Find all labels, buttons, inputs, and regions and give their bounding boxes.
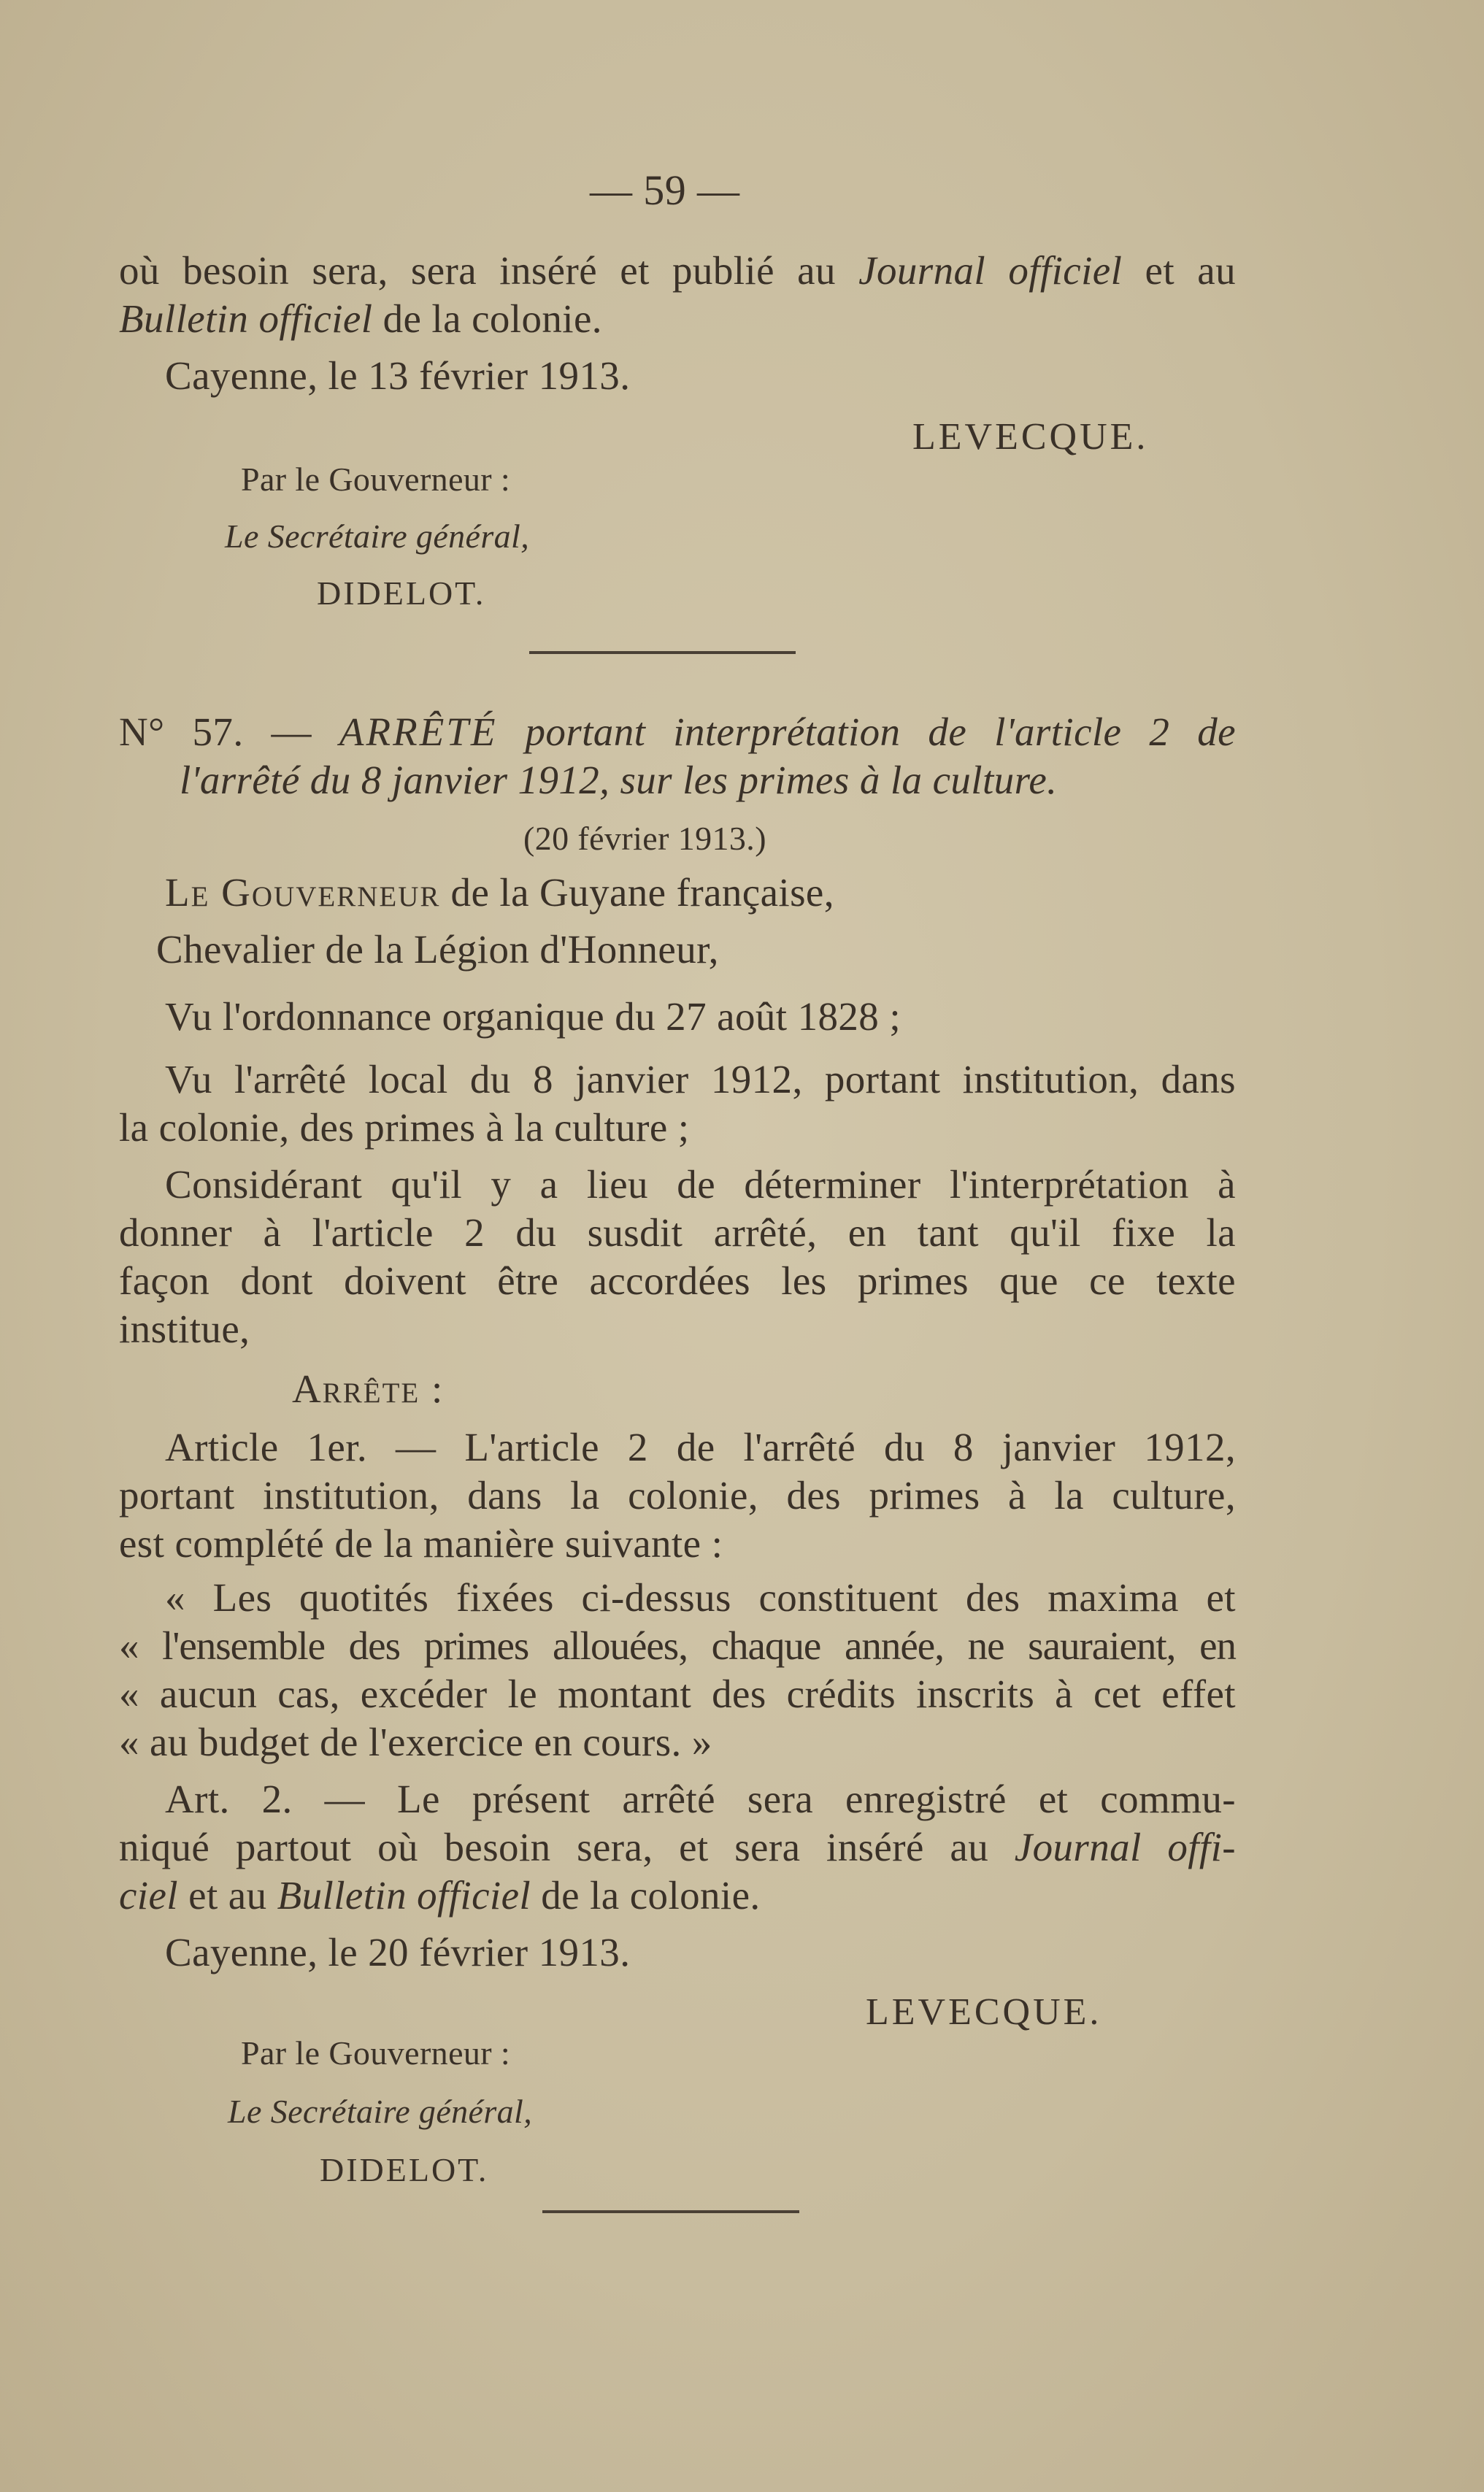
decree2-quote-line1: « Les quotités fixées ci-dessus constituent des maxima et xyxy=(165,1575,1236,1620)
decree2-considerant-line4: institue, xyxy=(119,1307,250,1351)
decree2-vu2-line2: la colonie, des primes à la culture ; xyxy=(119,1105,690,1150)
decree1-governor-signature: LEVECQUE. xyxy=(912,416,1149,458)
section-divider-2 xyxy=(542,2210,799,2213)
decree2-vu1: Vu l'ordonnance organique du 27 août 1828 ; xyxy=(165,994,901,1039)
decree1-par-gouverneur: Par le Gouverneur : xyxy=(241,461,511,498)
decree2-art2-line1: Art. 2. — Le présent arrêté sera enregistré et commu- xyxy=(165,1777,1236,1821)
decree2-chevalier: Chevalier de la Légion d'Honneur, xyxy=(156,927,719,972)
decree2-date: (20 février 1913.) xyxy=(523,820,766,857)
decree2-art2-line2: niqué partout où besoin sera, et sera inséré au Journal offi- xyxy=(119,1825,1236,1869)
decree2-art2-line3: ciel et au Bulletin officiel de la colonie. xyxy=(119,1873,761,1918)
decree2-considerant-line1: Considérant qu'il y a lieu de déterminer l'interprétation à xyxy=(165,1162,1236,1207)
decree2-secretary-title: Le Secrétaire général, xyxy=(228,2093,533,2130)
decree2-considerant-line3: façon dont doivent être accordées les primes que ce texte xyxy=(119,1258,1236,1303)
decree2-considerant-line2: donner à l'article 2 du susdit arrêté, en tant qu'il fixe la xyxy=(119,1210,1236,1255)
decree2-title-line1: N° 57. — ARRÊTÉ portant interprétation de l'article 2 de xyxy=(119,709,1236,754)
decree1-secretary-name: DIDELOT. xyxy=(317,574,486,612)
decree2-governor-signature: LEVECQUE. xyxy=(866,1991,1102,2033)
decree2-art1-line2: portant institution, dans la colonie, des primes à la culture, xyxy=(119,1473,1236,1518)
decree1-line2: Bulletin officiel de la colonie. xyxy=(119,296,602,341)
decree2-quote-line4: « au budget de l'exercice en cours. » xyxy=(119,1720,712,1764)
section-divider-1 xyxy=(529,651,796,654)
decree2-quote-line3: « aucun cas, excéder le montant des crédits inscrits à cet effet xyxy=(119,1672,1236,1716)
decree1-secretary-title: Le Secrétaire général, xyxy=(225,518,530,555)
decree2-title-line2: l'arrêté du 8 janvier 1912, sur les primes à la culture. xyxy=(180,758,1058,802)
decree2-art1-line1: Article 1er. — L'article 2 de l'arrêté du 8 janvier 1912, xyxy=(165,1425,1236,1469)
decree2-vu2-line1: Vu l'arrêté local du 8 janvier 1912, portant institution, dans xyxy=(165,1057,1236,1101)
decree2-quote-line2: « l'ensemble des primes allouées, chaque année, ne sauraient, en xyxy=(119,1623,1236,1668)
decree2-arrete-heading: Arrête : xyxy=(292,1366,445,1411)
decree2-closing-date: Cayenne, le 20 février 1913. xyxy=(165,1930,631,1974)
decree2-art1-line3: est complété de la manière suivante : xyxy=(119,1521,723,1566)
decree2-par-gouverneur: Par le Gouverneur : xyxy=(241,2034,511,2072)
decree1-line1: où besoin sera, sera inséré et publié au Journal officiel et au xyxy=(119,248,1236,293)
decree2-governor-intro: Le Gouverneur de la Guyane française, xyxy=(165,870,834,915)
decree1-date: Cayenne, le 13 février 1913. xyxy=(165,353,631,398)
decree2-secretary-name: DIDELOT. xyxy=(320,2151,489,2188)
page-number: — 59 — xyxy=(590,166,740,214)
